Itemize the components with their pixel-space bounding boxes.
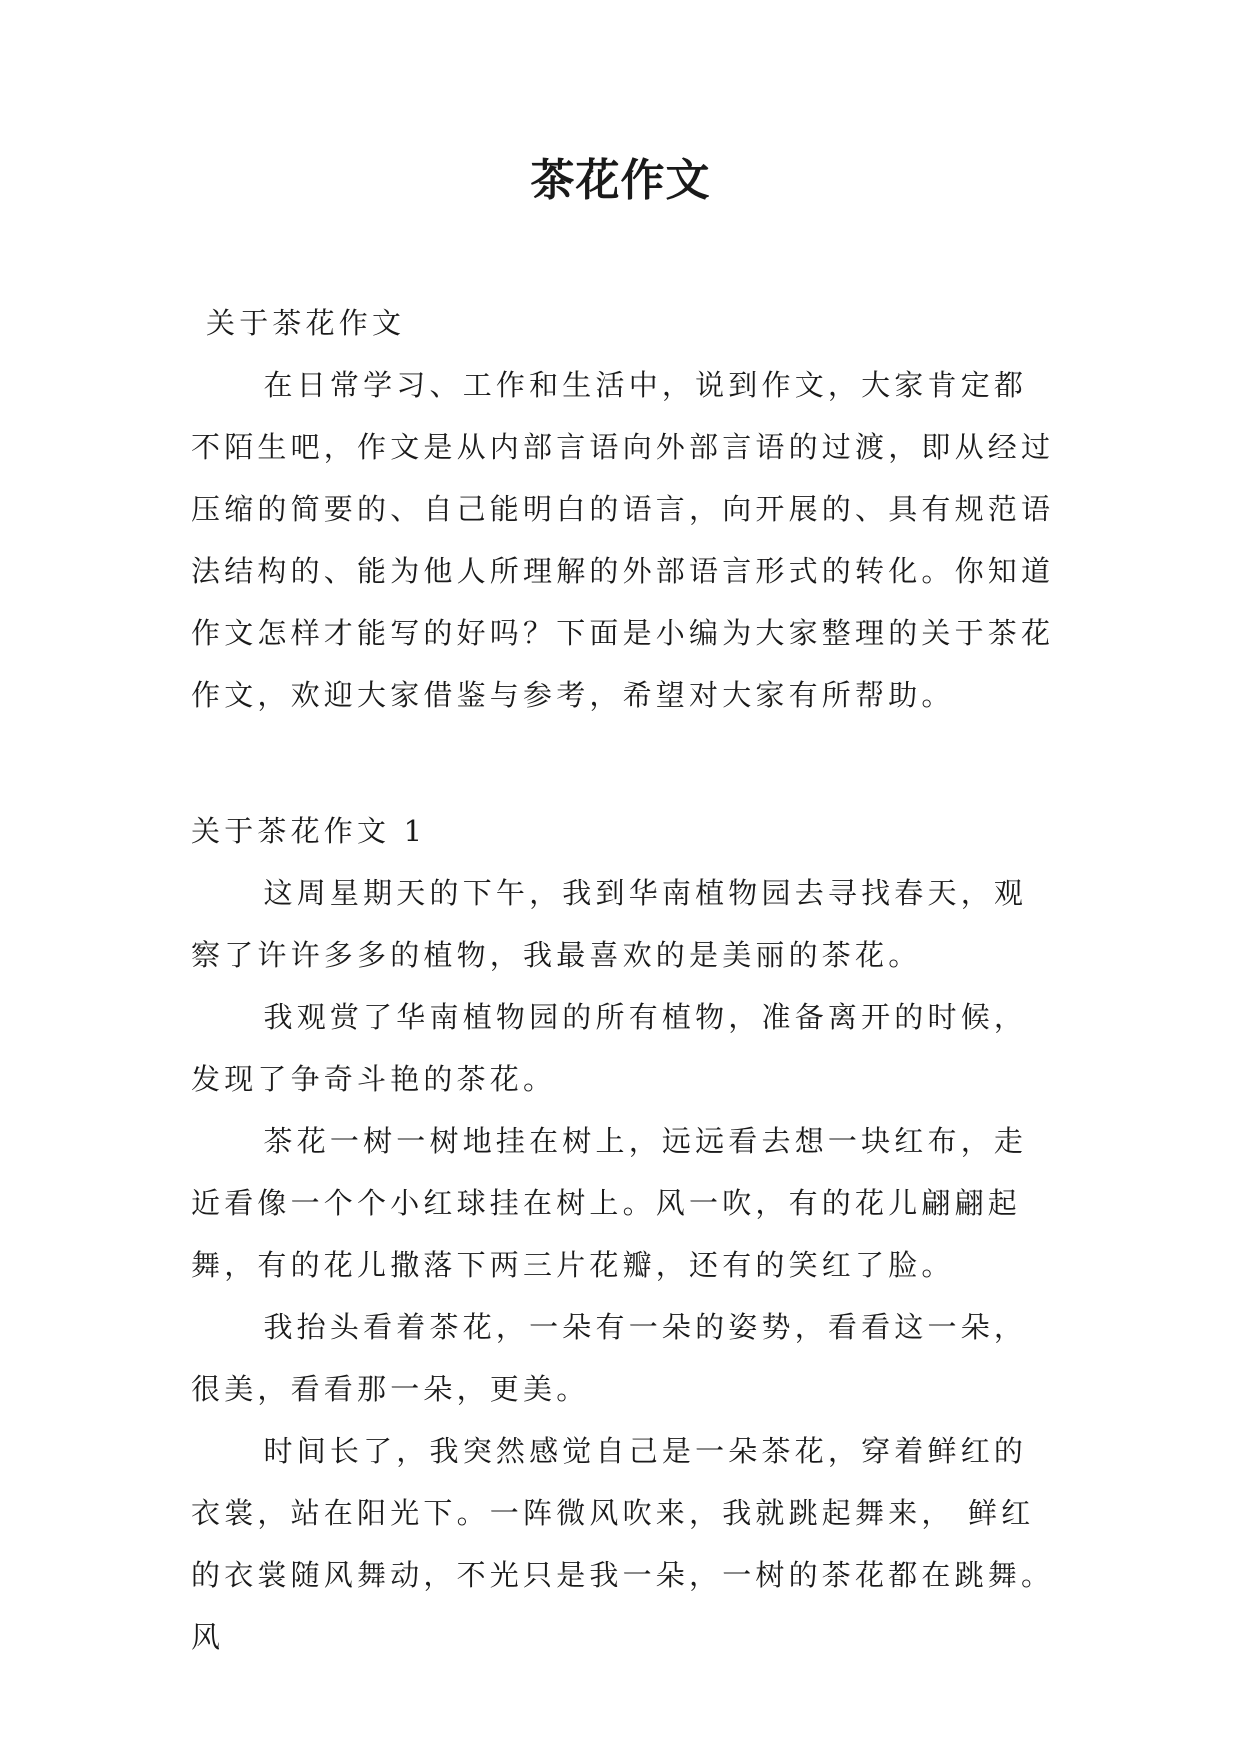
intro-paragraph: 在日常学习、工作和生活中，说到作文，大家肯定都不陌生吧，作文是从内部言语向外部言语的过渡，即从经过压缩的简要的、自己能明白的语言，向开展的、具有规范语法结构的、能为他人所理解的外部语言形式的转化。你知道作文怎样才能写的好吗？下面是小编为大家整理的关于茶花作文，欢迎大家借鉴与参考，希望对大家有所帮助。 xyxy=(191,368,1055,712)
essay-paragraph: 时间长了，我突然感觉自己是一朵茶花，穿着鲜红的衣裳，站在阳光下。一阵微风吹来，我就跳起舞来， 鲜红的衣裳随风舞动，不光只是我一朵，一树的茶花都在跳舞。风 xyxy=(191,1434,1055,1654)
essay-section xyxy=(191,800,1059,1668)
essay-paragraph: 茶花一树一树地挂在树上，远远看去想一块红布，走近看像一个个小红球挂在树上。风一吹，有的花儿翩翩起舞，有的花儿撒落下两三片花瓣，还有的笑红了脸。 xyxy=(191,1124,1028,1282)
intro-heading: 关于茶花作文 xyxy=(206,306,406,340)
essay-paragraph: 我抬头看着茶花，一朵有一朵的姿势，看看这一朵，很美，看看那一朵，更美。 xyxy=(191,1310,1028,1406)
intro-section xyxy=(191,292,1059,726)
essay-paragraph: 我观赏了华南植物园的所有植物，准备离开的时候，发现了争奇斗艳的茶花。 xyxy=(191,1000,1028,1096)
essay-paragraph: 这周星期天的下午，我到华南植物园去寻找春天，观察了许许多多的植物，我最喜欢的是美丽的茶花。 xyxy=(191,876,1028,972)
essay-heading: 关于茶花作文 1 xyxy=(191,814,427,848)
page-title: 茶花作文 xyxy=(530,155,711,206)
